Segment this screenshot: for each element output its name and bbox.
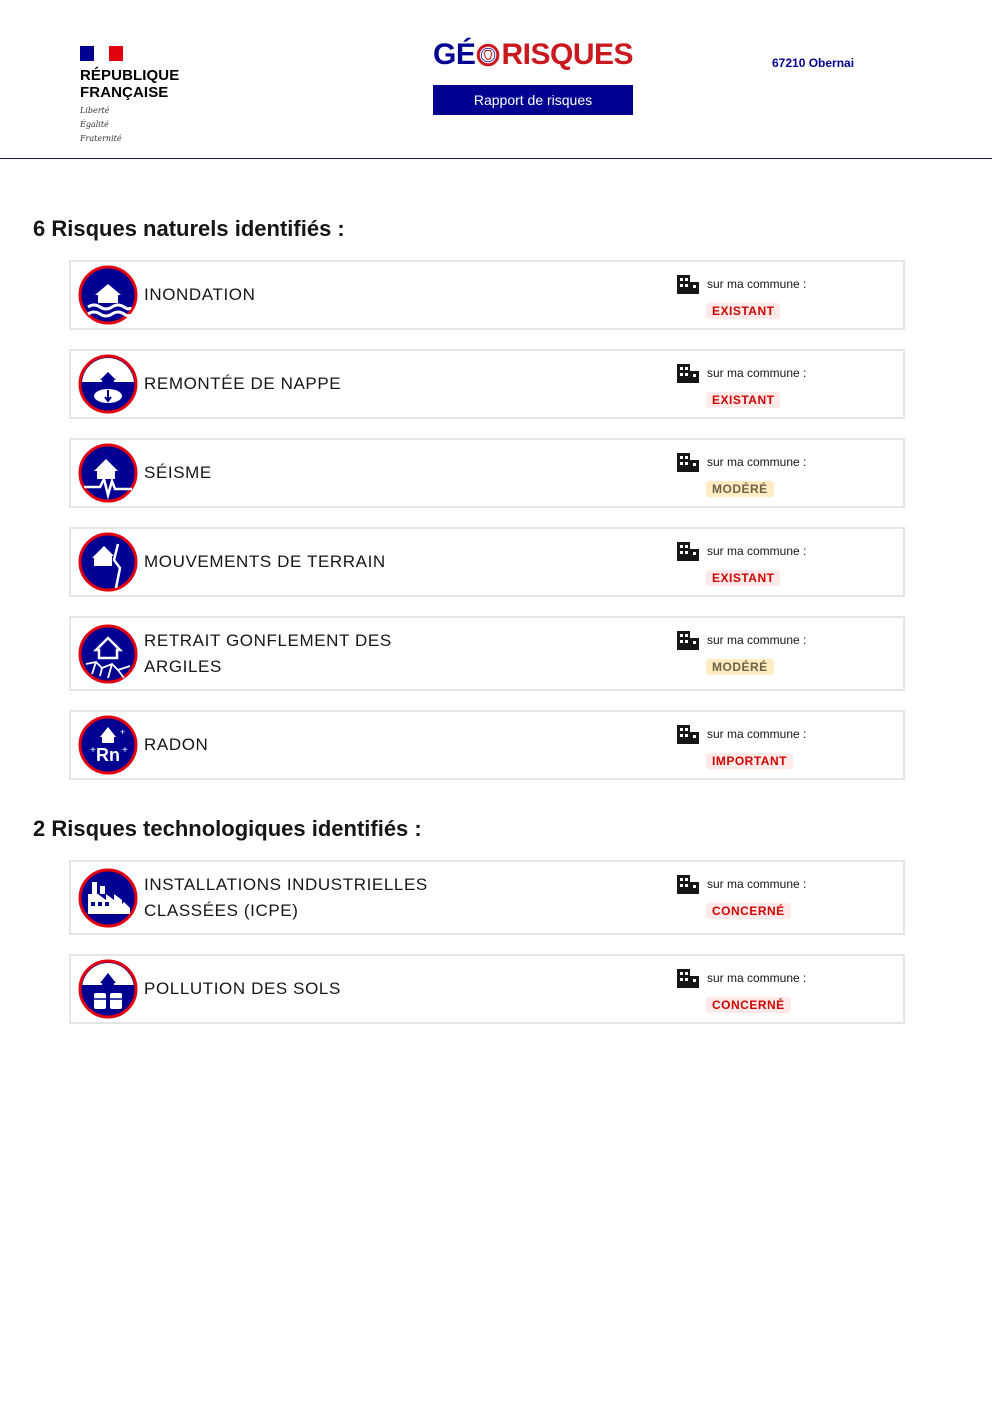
svg-text:+: + bbox=[90, 745, 96, 756]
risk-label: MOUVEMENTS DE TERRAIN bbox=[144, 552, 386, 571]
natural-risks-list bbox=[69, 260, 905, 799]
risk-card-remontee-nappe[interactable] bbox=[69, 349, 905, 419]
svg-text:+: + bbox=[122, 745, 128, 756]
clay-icon bbox=[78, 624, 138, 684]
technological-risks-title: 2 Risques technologiques identifiés : bbox=[33, 816, 422, 841]
georisques-brand bbox=[433, 36, 633, 115]
risk-card-pollution-sols[interactable] bbox=[69, 954, 905, 1024]
risk-card-radon[interactable] bbox=[69, 710, 905, 780]
risk-card-argiles[interactable] bbox=[69, 616, 905, 691]
republique-francaise-logo bbox=[80, 46, 200, 143]
building-icon bbox=[676, 968, 700, 988]
motto-liberte: Liberté bbox=[80, 106, 110, 115]
technological-risks-list bbox=[69, 860, 905, 1043]
building-icon bbox=[676, 363, 700, 383]
landslide-icon bbox=[78, 532, 138, 592]
risk-label: INSTALLATIONS INDUSTRIELLES CLASSÉES (ICPE) bbox=[144, 874, 428, 920]
republic-line-1: RÉPUBLIQUE bbox=[80, 67, 180, 84]
building-icon bbox=[676, 541, 700, 561]
republic-line-2: FRANÇAISE bbox=[80, 84, 169, 101]
brand-part-geo: GÉ bbox=[433, 38, 476, 71]
soil-pollution-icon bbox=[78, 959, 138, 1019]
scope-label: sur ma commune : bbox=[707, 633, 807, 647]
status-badge: EXISTANT bbox=[706, 392, 780, 408]
page-header bbox=[0, 0, 992, 159]
building-icon bbox=[676, 724, 700, 744]
factory-icon bbox=[78, 868, 138, 928]
risk-status bbox=[676, 363, 876, 409]
status-badge: MODÉRÉ bbox=[706, 481, 774, 497]
building-icon bbox=[676, 274, 700, 294]
radon-symbol: Rn bbox=[96, 745, 120, 765]
radon-icon bbox=[78, 715, 138, 775]
risk-label: RADON bbox=[144, 735, 209, 754]
risk-status bbox=[676, 541, 876, 587]
risk-label: SÉISME bbox=[144, 463, 212, 482]
risk-status bbox=[676, 274, 876, 320]
scope-label: sur ma commune : bbox=[707, 277, 807, 291]
risk-card-seisme[interactable] bbox=[69, 438, 905, 508]
france-ring-icon bbox=[476, 39, 500, 71]
georisques-logo bbox=[433, 36, 633, 74]
status-badge: IMPORTANT bbox=[706, 753, 793, 769]
earthquake-icon bbox=[78, 443, 138, 503]
report-tagline: Rapport de risques bbox=[433, 85, 633, 115]
status-badge: CONCERNÉ bbox=[706, 903, 791, 919]
risk-card-inondation[interactable] bbox=[69, 260, 905, 330]
motto-fraternite: Fraternité bbox=[80, 134, 122, 143]
svg-text:+: + bbox=[120, 727, 126, 737]
french-flag-icon bbox=[80, 46, 123, 61]
risk-label: POLLUTION DES SOLS bbox=[144, 979, 341, 998]
risk-status bbox=[676, 968, 876, 1014]
status-badge: MODÉRÉ bbox=[706, 659, 774, 675]
flood-icon bbox=[78, 265, 138, 325]
scope-label: sur ma commune : bbox=[707, 971, 807, 985]
status-badge: EXISTANT bbox=[706, 303, 780, 319]
risk-label: RETRAIT GONFLEMENT DES ARGILES bbox=[144, 630, 392, 676]
scope-label: sur ma commune : bbox=[707, 544, 807, 558]
scope-label: sur ma commune : bbox=[707, 455, 807, 469]
risk-status bbox=[676, 874, 876, 920]
scope-label: sur ma commune : bbox=[707, 877, 807, 891]
status-badge: CONCERNÉ bbox=[706, 997, 791, 1013]
brand-part-risques: RISQUES bbox=[501, 38, 633, 71]
scope-label: sur ma commune : bbox=[707, 366, 807, 380]
building-icon bbox=[676, 630, 700, 650]
natural-risks-title: 6 Risques naturels identifiés : bbox=[33, 216, 345, 241]
scope-label: sur ma commune : bbox=[707, 727, 807, 741]
commune-address: 67210 Obernai bbox=[772, 56, 855, 70]
status-badge: EXISTANT bbox=[706, 570, 780, 586]
risk-card-mouvements-terrain[interactable] bbox=[69, 527, 905, 597]
risk-status bbox=[676, 452, 876, 498]
risk-status bbox=[676, 724, 876, 770]
groundwater-icon bbox=[78, 354, 138, 414]
building-icon bbox=[676, 874, 700, 894]
motto-egalite: Égalité bbox=[80, 120, 109, 129]
risk-label: REMONTÉE DE NAPPE bbox=[144, 374, 342, 393]
risk-status bbox=[676, 630, 876, 676]
risk-label: INONDATION bbox=[144, 285, 256, 304]
risk-card-icpe[interactable] bbox=[69, 860, 905, 935]
building-icon bbox=[676, 452, 700, 472]
